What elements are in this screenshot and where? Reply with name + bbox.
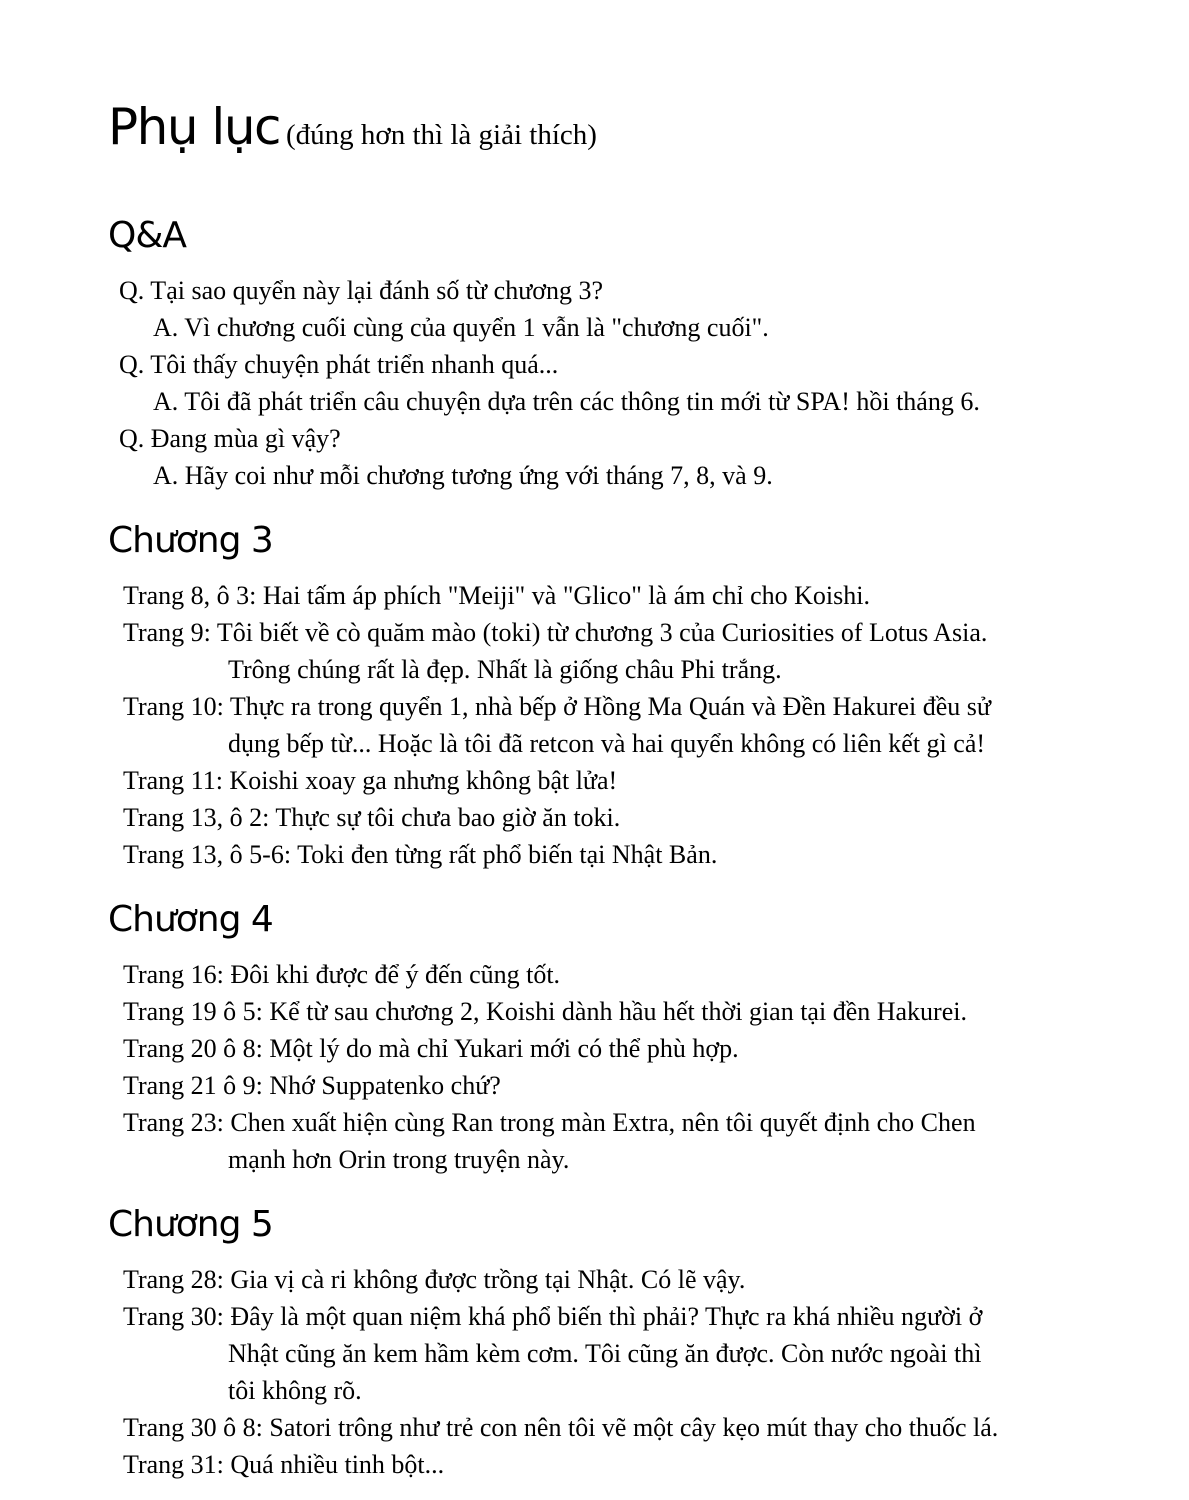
text-line: Trang 20 ô 8: Một lý do mà chỉ Yukari mới có thể phù hợp. [123, 1034, 739, 1063]
page-subtitle: (đúng hơn thì là giải thích) [286, 119, 597, 151]
qa-question [108, 346, 1149, 383]
text-line: Trang 30 ô 8: Satori trông như trẻ con nên tôi vẽ một cây kẹo mút thay cho thuốc lá. [123, 1413, 999, 1442]
note-entry [108, 799, 1149, 836]
text-line: Trang 19 ô 5: Kể từ sau chương 2, Koishi dành hầu hết thời gian tại đền Hakurei. [123, 997, 967, 1026]
text-line: Q. Đang mùa gì vậy? [119, 424, 341, 453]
note-entry [108, 762, 1149, 799]
section-heading-chapter-3: Chương 3 [108, 520, 273, 561]
text-line: A. Hãy coi như mỗi chương tương ứng với tháng 7, 8, và 9. [153, 461, 773, 490]
qa-question [108, 272, 1149, 309]
qa-question [108, 420, 1149, 457]
note-entry [108, 1261, 1149, 1298]
text-line: Trông chúng rất là đẹp. Nhất là giống châu Phi trắng. [228, 655, 782, 684]
qa-answer [108, 309, 1149, 346]
text-line: tôi không rõ. [228, 1376, 362, 1405]
text-line: Trang 21 ô 9: Nhớ Suppatenko chứ? [123, 1071, 501, 1100]
text-line: Trang 13, ô 5-6: Toki đen từng rất phổ biến tại Nhật Bản. [123, 840, 718, 869]
text-line: A. Vì chương cuối cùng của quyển 1 vẫn là "chương cuối". [153, 313, 769, 342]
text-line: Trang 31: Quá nhiều tinh bột... [123, 1450, 445, 1479]
text-line: mạnh hơn Orin trong truyện này. [228, 1145, 570, 1174]
note-entry [108, 956, 1149, 993]
section-chapter-4 [108, 899, 1149, 1178]
note-entry [108, 688, 1149, 762]
text-line: Trang 8, ô 3: Hai tấm áp phích "Meiji" và "Glico" là ám chỉ cho Koishi. [123, 581, 870, 610]
note-entry [108, 1104, 1149, 1178]
note-entry [108, 836, 1149, 873]
note-entry [108, 1067, 1149, 1104]
note-entry [108, 577, 1149, 614]
section-qa [108, 215, 1149, 494]
text-line: Trang 23: Chen xuất hiện cùng Ran trong màn Extra, nên tôi quyết định cho Chen [123, 1108, 976, 1137]
text-line: Trang 13, ô 2: Thực sự tôi chưa bao giờ ăn toki. [123, 803, 621, 832]
section-heading-qa: Q&A [108, 215, 187, 256]
page-title [108, 100, 1149, 163]
section-heading-chapter-5: Chương 5 [108, 1204, 273, 1245]
section-heading-chapter-4: Chương 4 [108, 899, 273, 940]
text-line: Nhật cũng ăn kem hầm kèm cơm. Tôi cũng ăn được. Còn nước ngoài thì [228, 1339, 982, 1368]
text-line: Trang 9: Tôi biết về cò quăm mào (toki) từ chương 3 của Curiosities of Lotus Asia. [123, 618, 988, 647]
text-line: Q. Tôi thấy chuyện phát triển nhanh quá... [119, 350, 559, 379]
text-line: dụng bếp từ... Hoặc là tôi đã retcon và hai quyển không có liên kết gì cả! [228, 729, 986, 758]
note-entry [108, 1446, 1149, 1483]
text-line: Trang 30: Đây là một quan niệm khá phổ biến thì phải? Thực ra khá nhiều người ở [123, 1302, 983, 1331]
note-entry [108, 1298, 1149, 1409]
section-chapter-5 [108, 1204, 1149, 1483]
qa-answer [108, 383, 1149, 420]
qa-answer [108, 457, 1149, 494]
text-line: Q. Tại sao quyển này lại đánh số từ chương 3? [119, 276, 604, 305]
document-body [108, 215, 1149, 1483]
text-line: Trang 28: Gia vị cà ri không được trồng tại Nhật. Có lẽ vậy. [123, 1265, 746, 1294]
text-line: A. Tôi đã phát triển câu chuyện dựa trên các thông tin mới từ SPA! hồi tháng 6. [153, 387, 980, 416]
page-title-text: Phụ lục [108, 98, 280, 156]
text-line: Trang 10: Thực ra trong quyển 1, nhà bếp ở Hồng Ma Quán và Đền Hakurei đều sử [123, 692, 991, 721]
note-entry [108, 614, 1149, 688]
text-line: Trang 11: Koishi xoay ga nhưng không bật lửa! [123, 766, 618, 795]
note-entry [108, 1409, 1149, 1446]
text-line: Trang 16: Đôi khi được để ý đến cũng tốt. [123, 960, 561, 989]
section-chapter-3 [108, 520, 1149, 873]
note-entry [108, 1030, 1149, 1067]
note-entry [108, 993, 1149, 1030]
